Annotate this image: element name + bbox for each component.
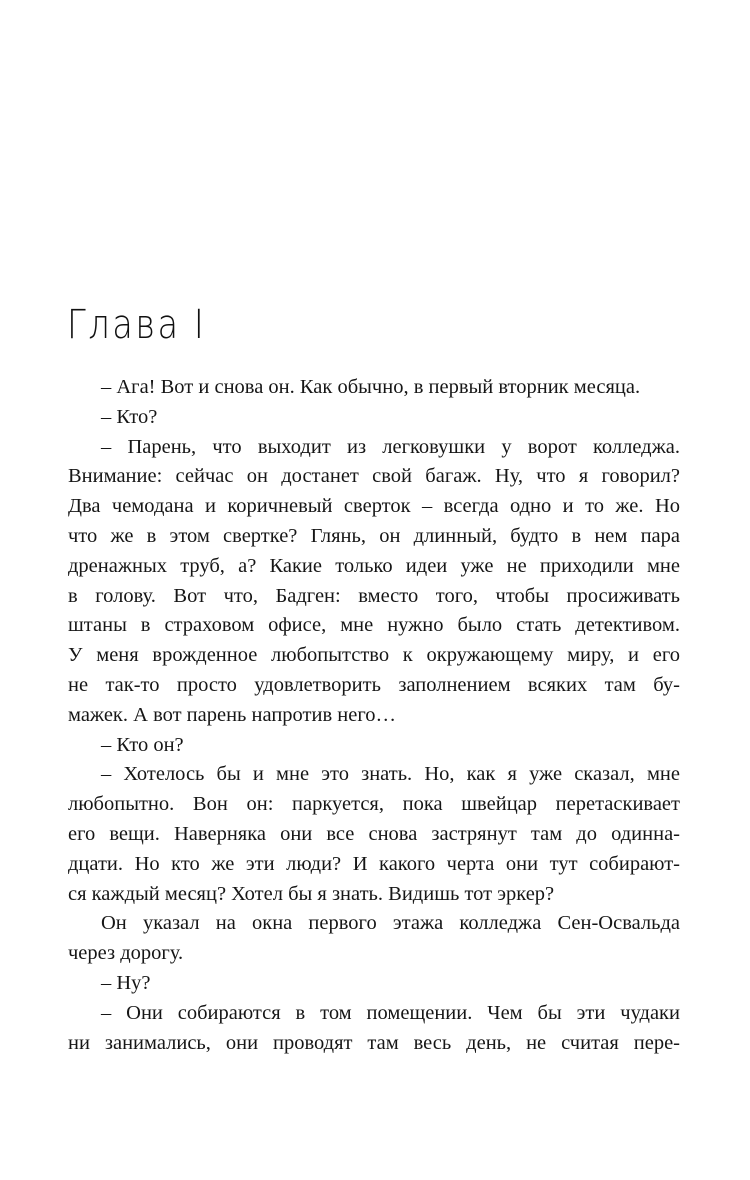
text-line: Внимание: сейчас он достанет свой багаж. Ну, что я говорил? (68, 465, 680, 488)
text-line: его вещи. Наверняка они все снова застрянут там до одинна- (68, 822, 680, 845)
body-text (68, 373, 680, 1058)
text-line: ся каждый месяц? Хотел бы я знать. Видишь тот эркер? (68, 882, 555, 905)
text-line: – Хотелось бы и мне это знать. Но, как я уже сказал, мне (101, 763, 680, 786)
text-line: У меня врожденное любопытство к окружающему миру, и его (68, 644, 680, 667)
text-line: – Ну? (101, 971, 151, 994)
text-line: дцати. Но кто же эти люди? И какого черта они тут собирают- (68, 852, 680, 875)
text-line: – Парень, что выходит из легковушки у ворот колледжа. (101, 435, 680, 458)
text-line: дренажных труб, а? Какие только идеи уже не приходили мне (68, 554, 680, 577)
text-line: – Ага! Вот и снова он. Как обычно, в первый вторник месяца. (101, 376, 641, 398)
text-line: – Кто он? (101, 733, 184, 756)
text-line: в голову. Вот что, Бадген: вместо того, чтобы просиживать (68, 584, 680, 607)
text-line: мажек. А вот парень напротив него… (68, 703, 396, 726)
text-line: – Кто? (101, 405, 158, 428)
text-line: Два чемодана и коричневый сверток – всегда одно и то же. Но (68, 495, 680, 518)
text-line: ни занимались, они проводят там весь день, не считая пере- (68, 1031, 680, 1054)
text-line: через дорогу. (68, 942, 184, 965)
text-line: штаны в страховом офисе, мне нужно было стать детективом. (68, 614, 680, 637)
text-line: любопытно. Вон он: паркуется, пока швейцар перетаскивает (68, 793, 680, 816)
text-line: что же в этом свертке? Глянь, он длинный, будто в нем пара (68, 524, 680, 547)
text-line: не так-то просто удовлетворить заполнением всяких там бу- (68, 673, 680, 696)
text-line: – Они собираются в том помещении. Чем бы эти чудаки (101, 1001, 680, 1024)
text-line: Он указал на окна первого этажа колледжа Сен-Освальда (101, 912, 680, 935)
chapter-title: Глава I (67, 302, 207, 348)
